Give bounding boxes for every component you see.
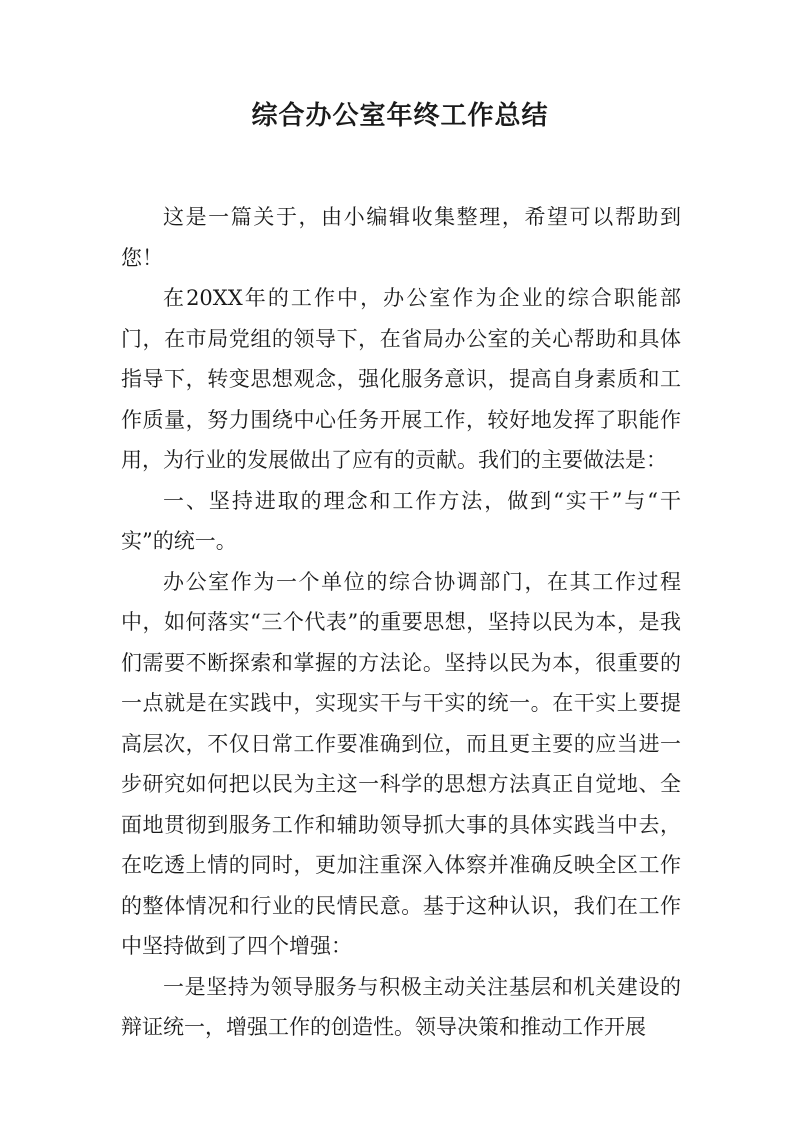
document-title: 综合办公室年终工作总结 bbox=[251, 101, 549, 131]
paragraph-section-heading: 一、坚持进取的理念和工作方法，做到“实干”与“干实”的统一。 bbox=[121, 488, 681, 553]
paragraph-intro: 这是一篇关于，由小编辑收集整理，希望可以帮助到您！ bbox=[121, 205, 681, 270]
paragraph-overview: 在20XX年的工作中，办公室作为企业的综合职能部门，在市局党组的领导下，在省局办公室的关心帮助和具体指导下，转变思想观念，强化服务意识，提高自身素质和工作质量，努力围绕中心任务开展工作，较好地发挥了职能作用，为行业的发展做出了应有的贡献。我们的主要做法是： bbox=[121, 286, 681, 472]
paragraph-office-role: 办公室作为一个单位的综合协调部门，在其工作过程中，如何落实“三个代表”的重要思想，坚持以民为本，是我们需要不断探索和掌握的方法论。坚持以民为本，很重要的一点就是在实践中，实现实干与干实的统一。在干实上要提高层次，不仅日常工作要准确到位，而且更主要的应当进一步研究如何把以民为主这一科学的思想方法真正自觉地、全面地贯彻到服务工作和辅助领导抓大事的具体实践当中去，在吃透上情的同时，更加注重深入体察并准确反映全区工作的整体情况和行业的民情民意。基于这种认识，我们在工作中坚持做到了四个增强： bbox=[121, 569, 681, 958]
paragraph-point-one: 一是坚持为领导服务与积极主动关注基层和机关建设的辩证统一，增强工作的创造性。领导决策和推动工作开展 bbox=[121, 974, 681, 1039]
document-body bbox=[121, 197, 681, 1048]
